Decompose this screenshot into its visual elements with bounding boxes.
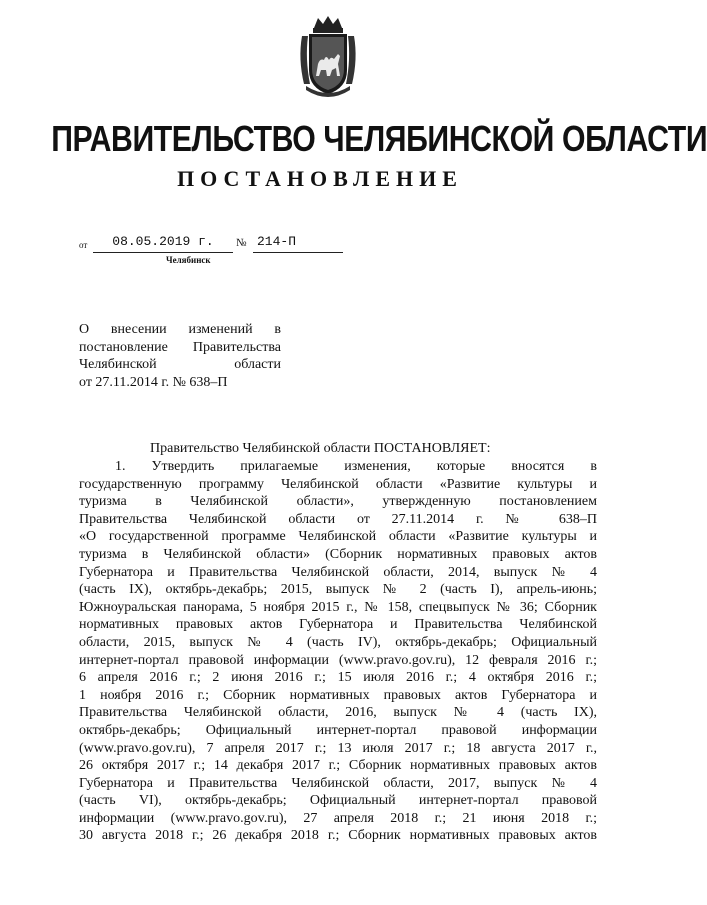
government-title: ПРАВИТЕЛЬСТВО ЧЕЛЯБИНСКОЙ ОБЛАСТИ	[51, 118, 707, 159]
body-line: Губернатора и Правительства Челябинской области, 2014, выпуск № 4	[79, 564, 597, 580]
subject-line: О внесении изменений в	[79, 322, 281, 337]
body-line: 1 ноября 2016 г.; Сборник нормативных правовых актов Губернатора и	[79, 687, 597, 703]
body-line: октябрь-декабрь; Официальный интернет-портал правовой информации	[79, 722, 597, 738]
city-label: Челябинск	[166, 255, 211, 265]
body-line: Правительства Челябинской области, 2016, выпуск № 4 (часть IX),	[79, 705, 597, 721]
document-type-heading: ПОСТАНОВЛЕНИЕ	[177, 166, 463, 191]
body-line: нормативных правовых актов Губернатора и Правительства Челябинской	[79, 617, 597, 633]
body-line: государственную программу Челябинской области «Развитие культуры и	[79, 476, 597, 492]
date-prefix: от	[79, 240, 88, 250]
body-line: Южноуральская панорама, 5 ноября 2015 г., № 158, спецвыпуск № 36; Сборник	[79, 599, 597, 615]
body-line: 26 октября 2017 г.; 14 декабря 2017 г.; Сборник нормативных правовых актов	[79, 758, 597, 774]
body-line: Губернатора и Правительства Челябинской области, 2017, выпуск № 4	[79, 775, 597, 791]
body-line: туризма в Челябинской области» (Сборник нормативных правовых актов	[79, 546, 597, 562]
subject-line: постановление Правительства	[79, 339, 281, 355]
body-line: 30 августа 2018 г.; 26 декабря 2018 г.; Сборник нормативных правовых актов	[79, 828, 597, 844]
number-sign: №	[236, 237, 247, 249]
body-line: туризма в Челябинской области», утвержденную постановлением	[79, 494, 597, 510]
body-line: «О государственной программе Челябинской области «Развитие культуры и	[79, 529, 597, 545]
decree-statement: Правительство Челябинской области ПОСТАНОВЛЯЕТ:	[150, 441, 491, 456]
document-number: 214-П	[253, 234, 343, 253]
body-line: (www.pravo.gov.ru), 7 апреля 2017 г.; 13 июля 2017 г.; 18 августа 2017 г.,	[79, 740, 597, 756]
body-line: (часть VI), октябрь-декабрь; Официальный интернет-портал правовой	[79, 793, 597, 809]
registration-line	[79, 234, 339, 256]
body-paragraph	[79, 458, 597, 845]
body-line: 1. Утвердить прилагаемые изменения, которые вносятся в	[115, 459, 597, 474]
document-subject	[79, 321, 281, 391]
document-date: 08.05.2019 г.	[93, 234, 233, 253]
body-line: 6 апреля 2016 г.; 2 июня 2016 г.; 15 июля 2016 г.; 4 октября 2016 г.;	[79, 670, 597, 686]
coat-of-arms-icon	[296, 14, 360, 100]
subject-line: Челябинской области	[79, 357, 281, 372]
body-line: информации (www.pravo.gov.ru), 27 апреля 2018 г.; 21 июня 2018 г.;	[79, 810, 597, 826]
body-line: Правительства Челябинской области от 27.11.2014 г. № 638–П	[79, 511, 597, 527]
body-line: (часть IX), октябрь-декабрь; 2015, выпуск № 2 (часть I), апрель-июнь;	[79, 582, 597, 598]
subject-line: от 27.11.2014 г. № 638–П	[79, 374, 228, 390]
body-line: интернет-портал правовой информации (www.pravo.gov.ru), 12 февраля 2016 г.;	[79, 652, 597, 668]
body-line: области, 2015, выпуск № 4 (часть IV), октябрь-декабрь; Официальный	[79, 634, 597, 650]
